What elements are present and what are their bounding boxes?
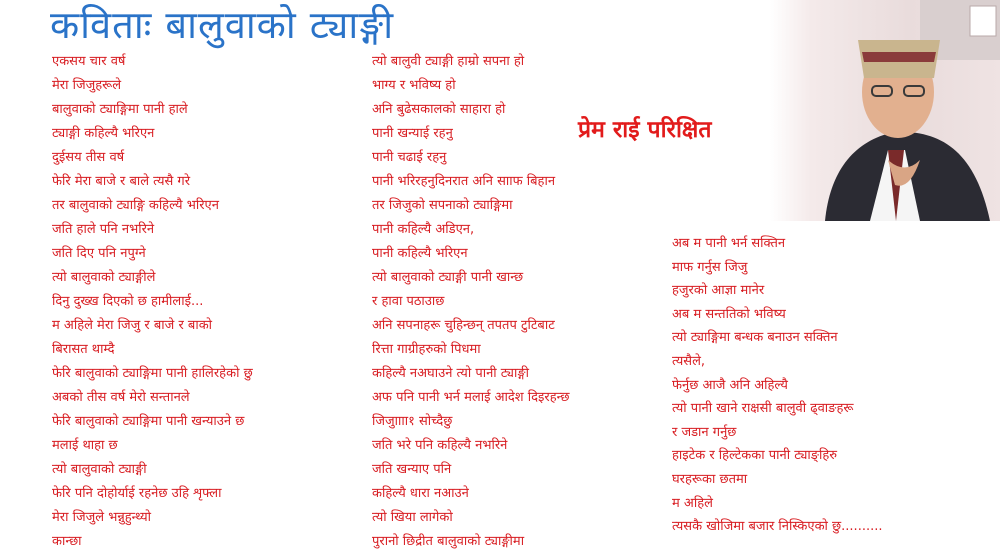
poem-line: त्यो पानी खाने राक्षसी बालुवी ढ्वाङहरू: [672, 401, 854, 417]
poem-line: पानी चढाई रहनु: [372, 150, 447, 165]
poem-line: त्यो खिया लागेको: [372, 510, 453, 525]
poem-line: म अहिले मेरा जिजु र बाजे र बाको: [52, 318, 213, 333]
poem-column-2: [372, 50, 569, 554]
poem-line: बिरासत थाम्दै: [52, 342, 115, 357]
poem-column-3: [672, 232, 883, 539]
poem-line: पानी कहिल्यै भरिएन: [372, 246, 468, 261]
poem-line: फेर्नुछ आजै अनि अहिल्यै: [672, 377, 788, 393]
poem-line: रित्ता गाग्रीहरुको पिधमा: [372, 342, 481, 357]
poem-line: त्यो ट्याङ्गिमा बन्धक बनाउन सक्तिन: [672, 330, 838, 346]
poem-line: म अहिले: [672, 495, 713, 511]
poem-line: फेरि पनि दोहोर्याई रहनेछ उहि शृफ्ला: [52, 486, 222, 501]
author-photo: [770, 0, 1000, 221]
poem-line: जति दिए पनि नपुग्ने: [52, 246, 146, 261]
poem-line: मेरा जिजुहरूले: [52, 78, 122, 93]
poem-line: कान्छा: [52, 534, 82, 549]
poem-line: कहिल्यै धारा नआउने: [372, 486, 469, 501]
poem-line: पानी खन्याई रहनु: [372, 126, 453, 141]
poem-line: त्यो बालुवाको ट्याङ्गीले: [52, 270, 156, 285]
poem-line: मलाई थाहा छ: [52, 438, 118, 453]
poem-line: त्यो बालुवाको ट्याङ्गी पानी खान्छ: [372, 270, 524, 285]
poem-line: हजुरको आज्ञा मानेर: [672, 283, 765, 299]
poem-line: पानी भरिरहनुदिनरात अनि सााफ बिहान: [372, 174, 556, 189]
poem-line: माफ गर्नुस जिजु: [672, 259, 748, 275]
poem-line: पानी कहिल्यै अडिएन,: [372, 222, 475, 237]
poem-line: अफ पनि पानी भर्न मलाई आदेश दिइरहन्छ: [372, 390, 570, 405]
poem-line: घरहरूका छतमा: [672, 471, 748, 487]
poem-line: पुरानो छिद्रीत बालुवाको ट्याङ्गीमा: [372, 534, 525, 549]
poem-line: त्यो बालुवाको ट्याङ्गी: [52, 462, 147, 477]
poem-line: त्यसैले,: [672, 353, 706, 369]
poem-title: कविताः बालुवाको ट्याङ्गी: [50, 3, 395, 47]
poem-line: ट्याङ्गी कहिल्यै भरिएन: [52, 126, 155, 141]
poem-line: तर बालुवाको ट्याङ्गि कहिल्यै भरिएन: [52, 198, 219, 213]
poem-line: त्यसकै खोजिमा बजार निस्किएको छु..........: [672, 519, 883, 535]
poem-line: जति भरे पनि कहिल्यै नभरिने: [372, 438, 508, 453]
poem-line: दुईसय तीस वर्ष: [52, 150, 125, 165]
poem-line: तर जिजुको सपनाको ट्याङ्गिमा: [372, 198, 513, 213]
poem-line: भाग्य र भविष्य हो: [372, 78, 456, 93]
author-name: प्रेम राई परिक्षित: [578, 117, 712, 143]
poem-line: हाइटेक र हिल्टेकका पानी ट्याङ्हिरु: [672, 448, 838, 464]
poem-line: अब म पानी भर्न सक्तिन: [672, 236, 786, 251]
poem-line: जिजुाााा१ सोच्दैछु: [372, 414, 453, 429]
poem-line: र जडान गर्नुछ: [672, 424, 737, 440]
poem-line: जति खन्याए पनि: [372, 462, 452, 477]
poem-line: कहिल्यै नअघाउने त्यो पानी ट्याङ्गी: [372, 366, 529, 381]
poem-line: बालुवाको ट्याङ्गिमा पानी हाले: [52, 102, 188, 117]
poem-line: दिनु दुख्ख दिएको छ हामीलाई...: [52, 294, 204, 309]
poem-column-1: [52, 50, 253, 554]
poem-line: अबको तीस वर्ष मेरो सन्तानले: [52, 390, 190, 405]
poem-line: फेरि मेरा बाजे र बाले त्यसै गरे: [52, 174, 191, 189]
poem-line: र हावा पठाउाछ: [372, 294, 445, 309]
poem-line: मेरा जिजुले भन्नुहुन्थ्यो: [52, 510, 152, 525]
author-portrait-icon: [770, 0, 1000, 221]
poem-line: एकसय चार वर्ष: [52, 54, 126, 69]
poem-line: त्यो बालुवी ट्याङ्गी हाम्रो सपना हो: [372, 54, 525, 69]
poem-line: फेरि बालुवाको ट्याङ्गिमा पानी खन्याउने छ: [52, 414, 245, 429]
poem-line: अब म सन्ततिको भविष्य: [672, 306, 786, 322]
poem-line: अनि बुढेसकालको साहारा हो: [372, 102, 506, 117]
poem-line: फेरि बालुवाको ट्याङ्गिमा पानी हालिरहेको छु: [52, 366, 253, 381]
poem-line: अनि सपनाहरू चुहिन्छन् तपतप टुटिबाट: [372, 318, 555, 333]
poem-line: जति हाले पनि नभरिने: [52, 222, 155, 237]
